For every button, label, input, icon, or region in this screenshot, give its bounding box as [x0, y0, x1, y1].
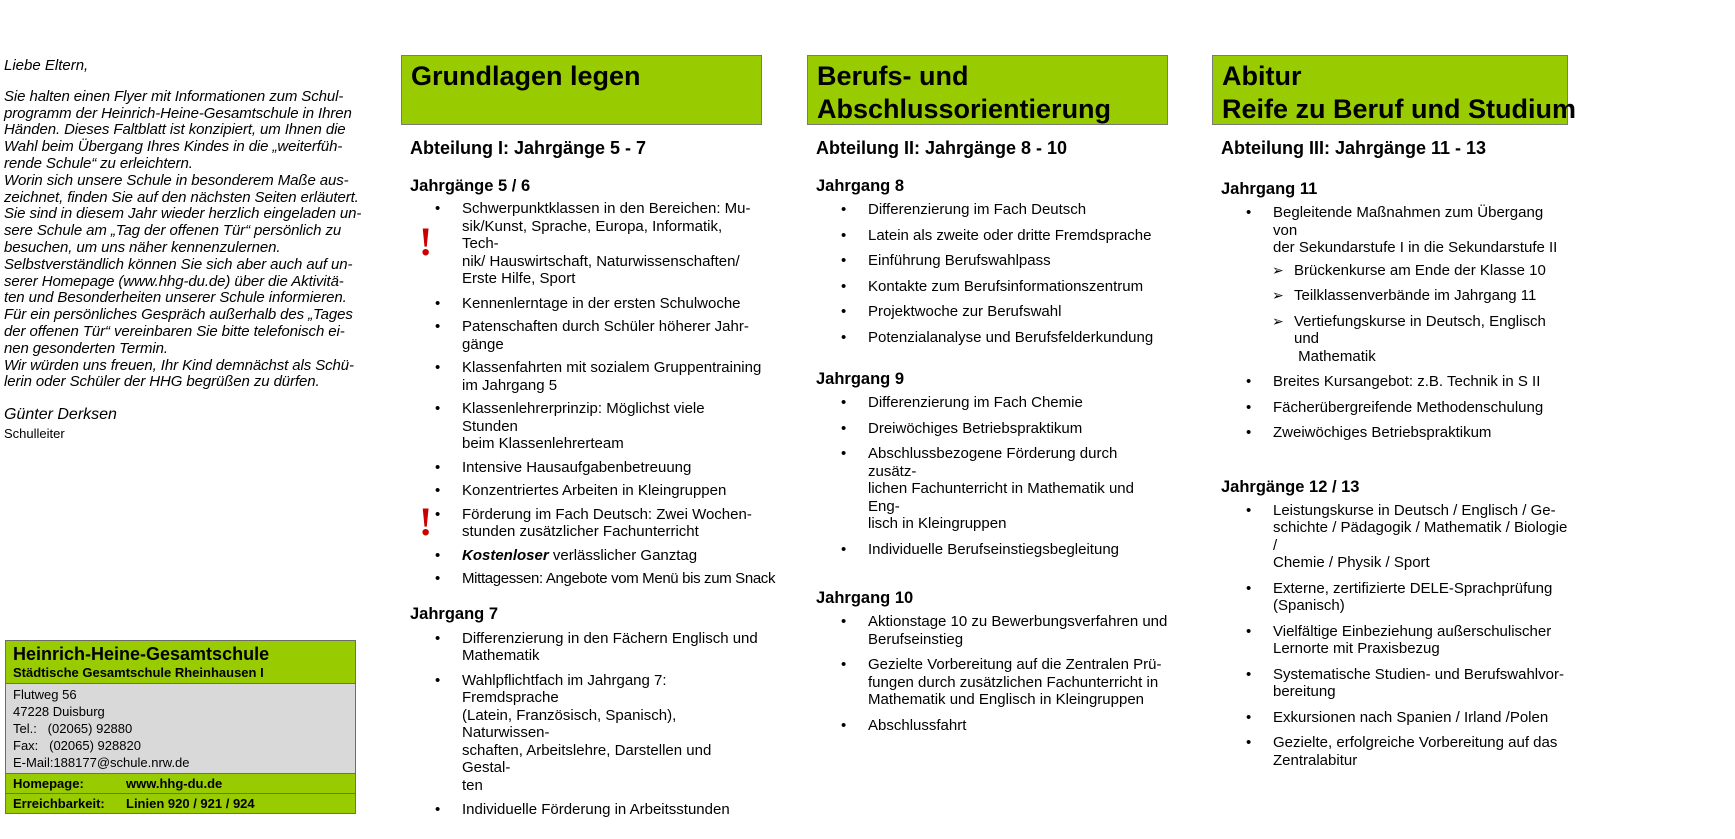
letter-line: sere Schule am „Tag der offenen Tür“ persönlich zu	[4, 222, 342, 240]
grade-heading: Jahrgang 11	[1221, 180, 1318, 198]
ganztag-bold: Kostenloser	[462, 546, 549, 564]
list-item: • Aktionstage 10 zu Bewerbungsverfahren und Berufseinstieg	[807, 613, 1168, 648]
grade-list	[1212, 204, 1568, 257]
grade-list	[401, 630, 762, 819]
sub-list-item: ➢ Brückenkurse am Ende der Klasse 10	[1212, 262, 1568, 280]
exclamation-icon: !	[419, 219, 433, 264]
list-item: • Abschlussbezogene Förderung durch zusätz- lichen Fachunterricht in Mathematik und Eng- lisch in Kleingruppen	[807, 445, 1168, 533]
letter-line: nen gesonderten Termin.	[4, 339, 168, 357]
grade-list	[807, 613, 1168, 734]
homepage-row	[6, 774, 355, 793]
list-item: • Patenschaften durch Schüler höherer Jahr- gänge	[401, 318, 762, 353]
sub-list-item: ➢ Teilklassenverbände im Jahrgang 11	[1212, 287, 1568, 305]
list-item: • Wahlpflichtfach im Jahrgang 7: Fremdsprache (Latein, Französisch, Spanisch), Naturwissen- schaften, Arbeitslehre, Darstellen und Gestal- ten	[401, 672, 762, 795]
banner-title-line2: Abschlussorientierung	[817, 94, 1112, 124]
school-address-box	[5, 640, 356, 814]
letter-line: Selbstverständlich können Sie sich aber auch auf un-	[4, 255, 353, 273]
list-item: • Kennenlerntage in der ersten Schulwoche	[401, 295, 762, 313]
list-item: • Breites Kursangebot: z.B. Technik in S II	[1212, 373, 1568, 391]
list-item: • Projektwoche zur Berufswahl	[807, 303, 1168, 321]
grade-heading: Jahrgänge 5 / 6	[410, 177, 531, 195]
letter-line: Wahl beim Übergang Ihres Kindes in die „weiterfüh-	[4, 138, 343, 156]
list-item: • Schwerpunktklassen in den Bereichen: Mu- sik/Kunst, Sprache, Europa, Informatik, Tech- nik/ Hauswirtschaft, Naturwissenschaften/ Erste Hilfe, Sport	[401, 200, 762, 288]
letter-line: ten und Besonderheiten unserer Schule informieren.	[4, 289, 347, 307]
grade-list	[807, 394, 1168, 558]
list-item: • Klassenfahrten mit sozialem Gruppentraining im Jahrgang 5	[401, 359, 762, 394]
contact-details	[6, 684, 355, 774]
department-heading: Abteilung I: Jahrgänge 5 - 7	[410, 138, 647, 158]
list-item: • Kontakte zum Berufsinformationszentrum	[807, 278, 1168, 296]
list-item: • Exkursionen nach Spanien / Irland /Polen	[1212, 709, 1568, 727]
list-item: • Fächerübergreifende Methodenschulung	[1212, 399, 1568, 417]
list-item: • Gezielte, erfolgreiche Vorbereitung auf das Zentralabitur	[1212, 734, 1568, 769]
list-item: • Intensive Hausaufgabenbetreuung	[401, 459, 762, 477]
grade-list	[1212, 502, 1568, 770]
department-heading: Abteilung II: Jahrgänge 8 - 10	[816, 138, 1068, 158]
reachability-row	[6, 793, 355, 813]
sub-list-item: ➢ Vertiefungskurse in Deutsch, Englisch und Mathematik	[1212, 313, 1568, 366]
list-item: • Leistungskurse in Deutsch / Englisch / Ge- schichte / Pädagogik / Mathematik / Biologie / Chemie / Physik / Sport	[1212, 502, 1568, 572]
letter-line: Sie halten einen Flyer mit Informationen zum Schul-	[4, 87, 344, 105]
section-berufsorientierung	[807, 55, 1168, 734]
section-banner	[807, 55, 1168, 125]
reachability-value: Linien 920 / 921 / 924	[126, 796, 255, 811]
letter-line: Händen. Dieses Faltblatt ist konzipiert, um Ihnen die	[4, 121, 346, 139]
fax-number: Fax: (02065) 928820	[13, 738, 141, 753]
list-item: • Latein als zweite oder dritte Fremdsprache	[807, 227, 1168, 245]
list-item: • Zweiwöchiges Betriebspraktikum	[1212, 424, 1568, 442]
list-item: • Einführung Berufswahlpass	[807, 252, 1168, 270]
list-item: • Abschlussfahrt	[807, 717, 1168, 735]
list-item: • Mittagessen: Angebote vom Menü bis zum Snack	[401, 570, 762, 588]
section-grundlagen	[401, 55, 776, 819]
list-item: • Klassenlehrerprinzip: Möglichst viele Stunden beim Klassenlehrerteam	[401, 400, 762, 453]
letter-line: der offenen Tür“ vereinbaren Sie bitte telefonisch ei-	[4, 322, 345, 340]
banner-title-line2: Reife zu Beruf und Studium	[1222, 94, 1576, 124]
list-item: • Differenzierung im Fach Chemie	[807, 394, 1168, 412]
reachability-label: Erreichbarkeit:	[13, 796, 105, 811]
letter-signature: Günter Derksen	[4, 406, 117, 424]
grade-heading: Jahrgang 8	[816, 177, 905, 195]
letter-line: Wir würden uns freuen, Ihr Kind demnächst als Schü-	[4, 356, 354, 374]
grade-heading: Jahrgang 9	[816, 370, 905, 388]
school-name: Heinrich-Heine-Gesamtschule	[13, 644, 270, 664]
section-banner	[401, 55, 762, 125]
list-item: • Externe, zertifizierte DELE-Sprachprüfung (Spanisch)	[1212, 580, 1568, 615]
homepage-label: Homepage:	[13, 776, 84, 791]
homepage-link[interactable]: www.hhg-du.de	[126, 776, 223, 791]
banner-title-line1: Abitur	[1222, 61, 1302, 91]
grade-list	[1212, 373, 1568, 442]
email-address[interactable]: E-Mail:188177@schule.nrw.de	[13, 755, 190, 770]
ganztag-rest: verlässlicher Ganztag	[548, 546, 698, 564]
letter-line: serer Homepage (www.hhg-du.de) über die Aktivitä-	[4, 272, 344, 290]
list-item: • Systematische Studien- und Berufswahlvor- bereitung	[1212, 666, 1568, 701]
banner-title-line1: Berufs- und	[817, 61, 969, 91]
letter-body	[4, 87, 362, 391]
letter-line: Sie sind in diesem Jahr wieder herzlich eingeladen un-	[4, 205, 362, 223]
exclamation-icon: !	[419, 499, 433, 544]
letter-line: Für ein persönliches Gespräch außerhalb des „Tages	[4, 306, 353, 324]
welcome-letter	[4, 57, 362, 443]
address-street: Flutweg 56	[13, 687, 77, 702]
grade-list	[807, 201, 1168, 346]
letter-line: lerin oder Schüler der HHG begrüßen zu dürfen.	[4, 373, 320, 391]
address-city: 47228 Duisburg	[13, 704, 105, 719]
grade-heading: Jahrgang 10	[816, 589, 914, 607]
list-item: • Begleitende Maßnahmen zum Übergang von der Sekundarstufe I in die Sekundarstufe II	[1212, 204, 1568, 257]
letter-greeting: Liebe Eltern,	[4, 57, 89, 74]
list-item: • Potenzialanalyse und Berufsfelderkundung	[807, 329, 1168, 347]
letter-role: Schulleiter	[4, 425, 65, 441]
letter-line: besuchen, um uns näher kennenzulernen.	[4, 238, 281, 256]
list-item-ganztag	[401, 547, 762, 565]
banner-title: Grundlagen legen	[411, 61, 641, 91]
grade-list	[401, 200, 776, 588]
list-item: • Konzentriertes Arbeiten in Kleingruppen	[401, 482, 762, 500]
section-abitur	[1212, 55, 1576, 769]
school-subtitle: Städtische Gesamtschule Rheinhausen I	[6, 665, 355, 684]
letter-line: programm der Heinrich-Heine-Gesamtschule in Ihren	[4, 104, 352, 122]
list-item: • Dreiwöchiges Betriebspraktikum	[807, 420, 1168, 438]
grade-heading: Jahrgänge 12 / 13	[1221, 477, 1360, 496]
list-item: • Differenzierung in den Fächern Englisch und Mathematik	[401, 630, 762, 665]
list-item: • Gezielte Vorbereitung auf die Zentralen Prü- fungen durch zusätzlichen Fachunterricht in Mathematik und Englisch in Kleingruppen	[807, 656, 1168, 709]
list-item: • Individuelle Berufseinstiegsbegleitung	[807, 541, 1168, 559]
letter-line: rende Schule“ zu erleichtern.	[4, 154, 193, 172]
list-item: • Differenzierung im Fach Deutsch	[807, 201, 1168, 219]
department-heading: Abteilung III: Jahrgänge 11 - 13	[1221, 138, 1487, 158]
letter-line: zeichnet, finden Sie auf den nächsten Seiten erläutert.	[4, 188, 359, 206]
phone-number: Tel.: (02065) 92880	[13, 721, 133, 736]
list-item: • Individuelle Förderung in Arbeitsstunden	[401, 801, 762, 819]
letter-line: Worin sich unsere Schule in besonderem Maße aus-	[4, 171, 349, 189]
section-banner	[1212, 55, 1576, 125]
list-item: • Förderung im Fach Deutsch: Zwei Wochen- stunden zusätzlicher Fachunterricht	[401, 506, 762, 541]
list-item: • Vielfältige Einbeziehung außerschulischer Lernorte mit Praxisbezug	[1212, 623, 1568, 658]
grade-heading: Jahrgang 7	[410, 604, 499, 623]
sub-list	[1212, 262, 1568, 366]
